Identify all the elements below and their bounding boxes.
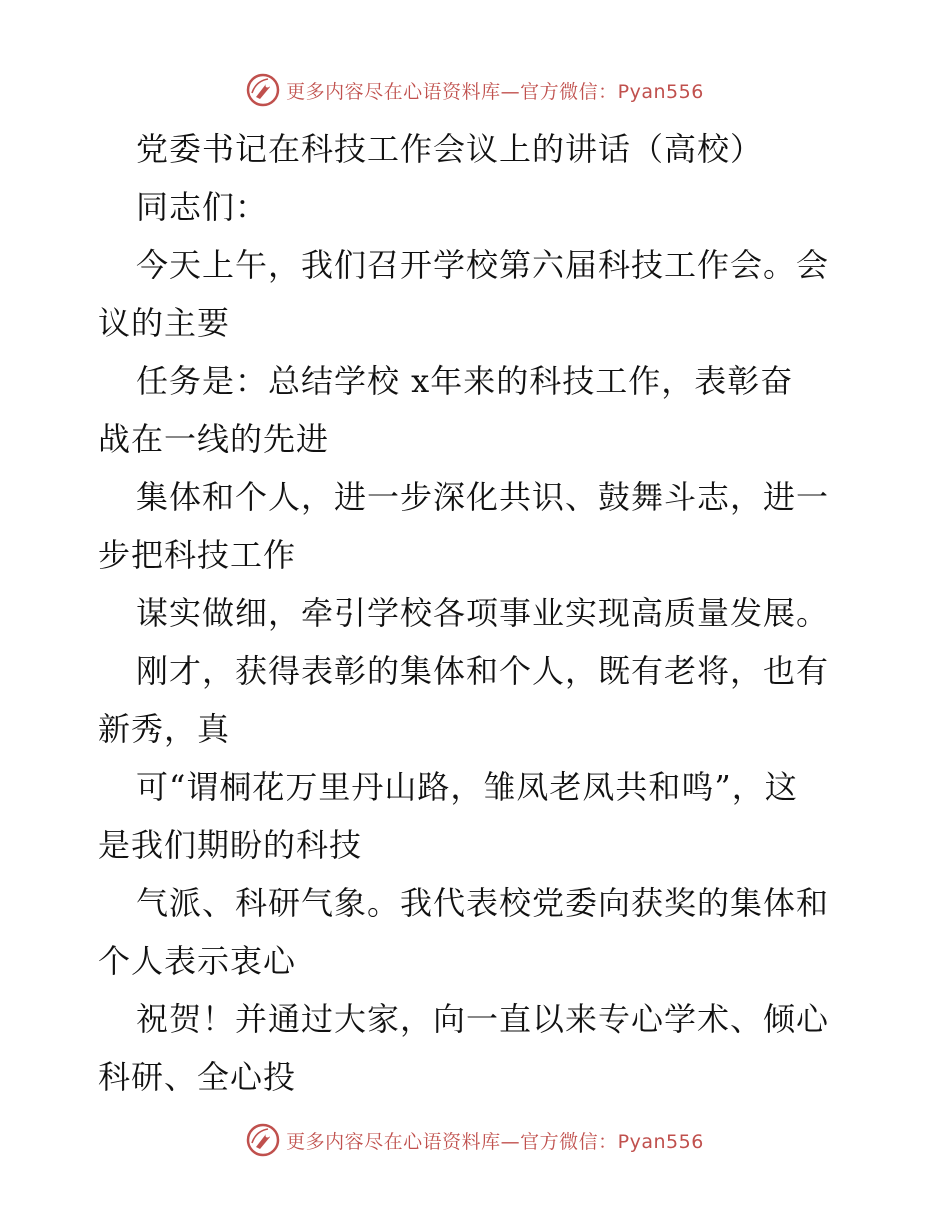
document-line: 步把科技工作 [98,536,297,574]
document-line: 个人表示衷心 [98,942,297,980]
pen-nib-logo-icon [246,1123,280,1157]
header-watermark [0,70,950,110]
document-line: 谋实做细，牵引学校各项事业实现高质量发展。 [136,594,830,632]
document-line: 党委书记在科技工作会议上的讲话（高校） [136,130,764,168]
footer-watermark [0,1120,950,1160]
document-line: 议的主要 [98,304,231,342]
document-line: 刚才，获得表彰的集体和个人，既有老将，也有 [136,652,830,690]
document-line: 可“谓桐花万里丹山路，雏凤老凤共和鸣”，这 [136,768,798,806]
document-body [98,120,858,1106]
document-line: 同志们： [136,188,269,226]
document-line: 新秀，真 [98,710,231,748]
header-watermark-text: 更多内容尽在心语资料库—官方微信：Pyan556 [286,80,704,103]
document-line: 集体和个人，进一步深化共识、鼓舞斗志，进一 [136,478,830,516]
document-line: 是我们期盼的科技 [98,826,363,864]
document-line: 战在一线的先进 [98,420,330,458]
document-line: 科研、全心投 [98,1058,297,1096]
document-line: 今天上午，我们召开学校第六届科技工作会。会 [136,246,830,284]
pen-nib-logo-icon [246,73,280,107]
document-line: 气派、科研气象。我代表校党委向获奖的集体和 [136,884,830,922]
document-line: 祝贺！并通过大家，向一直以来专心学术、倾心 [136,1000,830,1038]
footer-watermark-text: 更多内容尽在心语资料库—官方微信：Pyan556 [286,1130,704,1153]
document-line: 任务是：总结学校 x年来的科技工作，表彰奋 [136,362,794,400]
